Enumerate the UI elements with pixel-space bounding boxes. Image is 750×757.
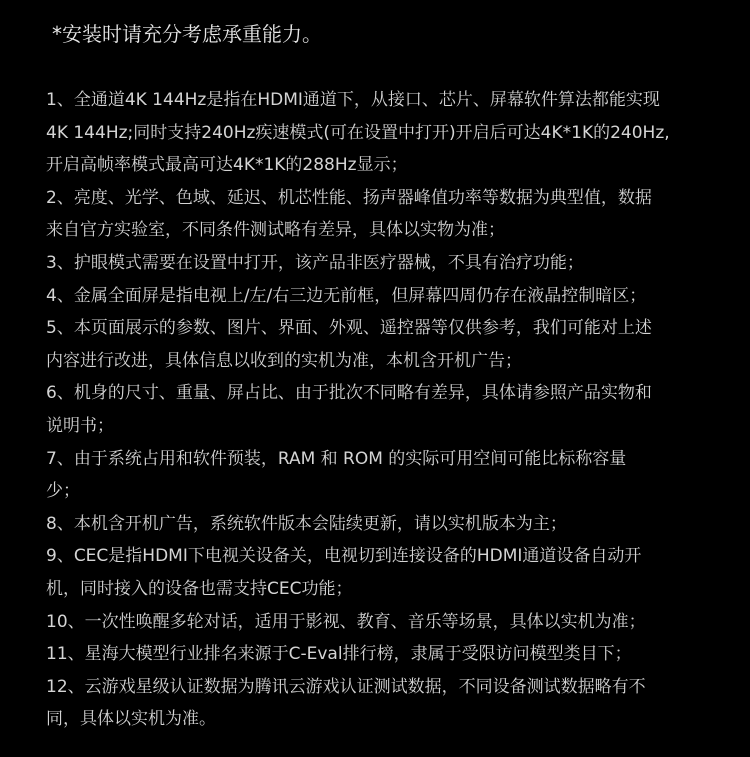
note-item (46, 280, 716, 313)
note-item (46, 671, 716, 736)
note-item (46, 443, 716, 508)
note-line: 少； (46, 481, 80, 502)
note-line: 同，具体以实机为准。 (46, 709, 216, 730)
note-line: 内容进行改进，具体信息以收到的实机为准，本机含开机广告； (46, 350, 522, 371)
notes-list (46, 84, 716, 736)
note-line: 5、本页面展示的参数、图片、界面、外观、遥控器等仅供参考，我们可能对上述 (46, 318, 652, 339)
note-line: 说明书； (46, 415, 114, 436)
installation-notice: *安装时请充分考虑承重能力。 (52, 22, 322, 46)
note-item (46, 247, 716, 280)
note-line: 7、由于系统占用和软件预装，RAM 和 ROM 的实际可用空间可能比标称容量 (46, 448, 627, 469)
note-line: 4K 144Hz;同时支持240Hz疾速模式(可在设置中打开)开启后可达4K*1K的240Hz, (46, 122, 670, 143)
note-item (46, 312, 716, 377)
note-line: 开启高帧率模式最高可达4K*1K的288Hz显示； (46, 155, 408, 176)
note-line: 来自官方实验室，不同条件测试略有差异，具体以实物为准； (46, 220, 505, 241)
note-line: 12、云游戏星级认证数据为腾讯云游戏认证测试数据，不同设备测试数据略有不 (46, 676, 646, 697)
note-line: 机，同时接入的设备也需支持CEC功能； (46, 578, 353, 599)
note-line: 10、一次性唤醒多轮对话，适用于影视、教育、音乐等场景，具体以实机为准； (46, 611, 646, 632)
note-item (46, 638, 716, 671)
note-line: 11、星海大模型行业排名来源于C-Eval排行榜，隶属于受限访问模型类目下； (46, 644, 632, 665)
note-line: 2、亮度、光学、色域、延迟、机芯性能、扬声器峰值功率等数据为典型值，数据 (46, 187, 652, 208)
note-line: 6、机身的尺寸、重量、屏占比、由于批次不同略有差异，具体请参照产品实物和 (46, 383, 652, 404)
note-item (46, 606, 716, 639)
note-item (46, 508, 716, 541)
note-item (46, 540, 716, 605)
note-line: 3、护眼模式需要在设置中打开，该产品非医疗器械，不具有治疗功能； (46, 252, 584, 273)
note-line: 9、CEC是指HDMI下电视关设备关，电视切到连接设备的HDMI通道设备自动开 (46, 546, 642, 567)
note-line: 4、金属全面屏是指电视上/左/右三边无前框，但屏幕四周仍存在液晶控制暗区； (46, 285, 647, 306)
note-line: 1、全通道4K 144Hz是指在HDMI通道下，从接口、芯片、屏幕软件算法都能实现 (46, 90, 660, 110)
note-item (46, 84, 716, 182)
note-item (46, 377, 716, 442)
note-line: 8、本机含开机广告，系统软件版本会陆续更新，请以实机版本为主； (46, 513, 567, 534)
note-item (46, 182, 716, 247)
